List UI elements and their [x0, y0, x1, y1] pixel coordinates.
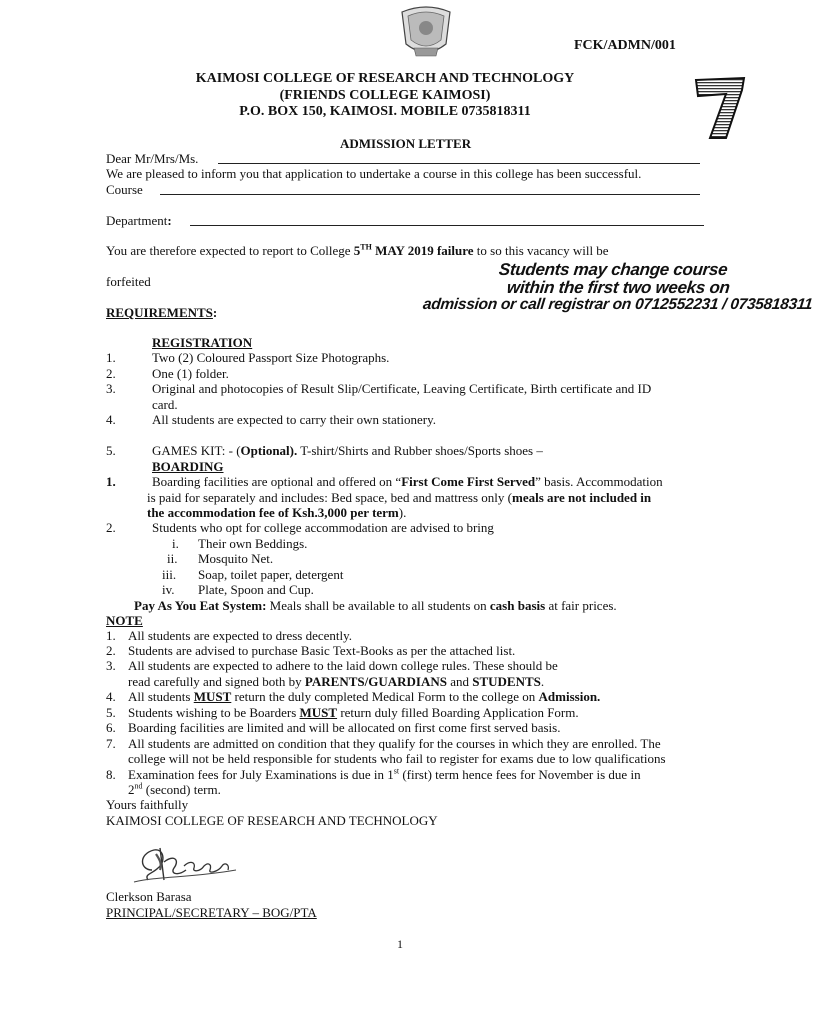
course-blank-line: [160, 194, 700, 195]
note-6: Boarding facilities are limited and will be allocated on first come first served basis.: [128, 720, 561, 735]
boarding-item-2-num: 2.: [106, 520, 116, 535]
letter-title: ADMISSION LETTER: [340, 136, 472, 151]
boarding-item-2: Students who opt for college accommodation are advised to bring: [152, 520, 494, 535]
course-change-note-line1: Students may change course: [498, 260, 729, 279]
registration-item-3: Original and photocopies of Result Slip/Certificate, Leaving Certificate, Birth certificate and ID: [152, 381, 652, 396]
note-7-num: 7.: [106, 736, 116, 751]
report-instruction: You are therefore expected to report to College 5TH MAY 2019 failure to so this vacancy will be: [106, 242, 609, 258]
boarding-item-1-num: 1.: [106, 474, 116, 489]
note-8-line2: 2nd (second) term.: [128, 781, 221, 797]
signature-icon: [130, 840, 240, 890]
bring-item-4-num: iv.: [162, 582, 175, 597]
seven-mark-icon: [690, 76, 750, 142]
crest-icon: [396, 4, 456, 62]
course-label: Course: [106, 182, 143, 197]
college-crest-logo: [396, 4, 456, 62]
note-3-line2: read carefully and signed both by PARENTS/GUARDIANS and STUDENTS.: [128, 674, 545, 689]
course-change-note-line3: admission or call registrar on 0712552231 / 0735818311: [422, 296, 813, 313]
registration-item-2: One (1) folder.: [152, 366, 229, 381]
boarding-item-1-line1: Boarding facilities are optional and offered on “First Come First Served” basis. Accommodation: [152, 474, 663, 489]
forfeited-text: forfeited: [106, 274, 151, 289]
signer-role: PRINCIPAL/SECRETARY – BOG/PTA: [106, 905, 317, 920]
department-label: Department:: [106, 213, 172, 228]
registration-item-2-num: 2.: [106, 366, 116, 381]
note-5: Students wishing to be Boarders MUST return duly filled Boarding Application Form.: [128, 705, 579, 720]
bring-item-2-num: ii.: [167, 551, 178, 566]
signature: [130, 840, 240, 890]
pay-as-you-eat: Pay As You Eat System: Meals shall be available to all students on cash basis at fair prices.: [134, 598, 617, 613]
registration-item-1: Two (2) Coloured Passport Size Photographs.: [152, 350, 390, 365]
bring-item-3: Soap, toilet paper, detergent: [198, 567, 344, 582]
name-blank-line: [218, 163, 700, 164]
bring-item-3-num: iii.: [162, 567, 177, 582]
closing-organization: KAIMOSI COLLEGE OF RESEARCH AND TECHNOLOGY: [106, 813, 438, 828]
note-3-num: 3.: [106, 658, 116, 673]
games-kit-text: GAMES KIT: - (Optional). T-shirt/Shirts and Rubber shoes/Sports shoes –: [152, 443, 543, 458]
requirements-heading: REQUIREMENTS:: [106, 305, 218, 320]
note-2: Students are advised to purchase Basic Text-Books as per the attached list.: [128, 643, 516, 658]
registration-item-4: All students are expected to carry their own stationery.: [152, 412, 436, 427]
salutation-label: Dear Mr/Mrs/Ms.: [106, 151, 199, 166]
handwritten-seven-mark: [690, 76, 750, 142]
registration-heading: REGISTRATION: [152, 335, 253, 350]
registration-item-1-num: 1.: [106, 350, 116, 365]
registration-item-4-num: 4.: [106, 412, 116, 427]
boarding-item-1-line2: is paid for separately and includes: Bed space, bed and mattress only (meals are not included in: [147, 490, 652, 505]
note-1: All students are expected to dress decently.: [128, 628, 353, 643]
games-kit-num: 5.: [106, 443, 116, 458]
note-3-line1: All students are expected to adhere to the laid down college rules. These should be: [128, 658, 558, 673]
college-name: KAIMOSI COLLEGE OF RESEARCH AND TECHNOLOGY: [195, 71, 575, 86]
page-number: 1: [397, 937, 403, 951]
department-blank-line: [190, 225, 704, 226]
boarding-item-1-line3: the accommodation fee of Ksh.3,000 per term).: [147, 505, 407, 520]
bring-item-4: Plate, Spoon and Cup.: [198, 582, 314, 597]
college-alt-name: (FRIENDS COLLEGE KAIMOSI): [279, 88, 491, 103]
note-1-num: 1.: [106, 628, 116, 643]
bring-item-1: Their own Beddings.: [198, 536, 308, 551]
college-address: P.O. BOX 150, KAIMOSI. MOBILE 0735818311: [239, 104, 531, 119]
signer-name: Clerkson Barasa: [106, 889, 192, 904]
course-change-note-line2: within the first two weeks on: [506, 278, 731, 297]
intro-text: We are pleased to inform you that application to undertake a course in this college has been successful.: [106, 166, 642, 181]
note-heading: NOTE: [106, 613, 143, 628]
registration-item-3-cont: card.: [152, 397, 178, 412]
boarding-heading: BOARDING: [152, 459, 224, 474]
closing-yours-faithfully: Yours faithfully: [106, 797, 189, 812]
bring-item-2: Mosquito Net.: [198, 551, 274, 566]
note-7-line1: All students are admitted on condition that they qualify for the courses in which they are enrolled. The: [128, 736, 661, 751]
note-6-num: 6.: [106, 720, 116, 735]
reference-code: FCK/ADMN/001: [574, 38, 676, 53]
note-8-line1: Examination fees for July Examinations is due in 1st (first) term hence fees for November is due in: [128, 766, 641, 782]
registration-item-3-num: 3.: [106, 381, 116, 396]
note-4: All students MUST return the duly completed Medical Form to the college on Admission.: [128, 689, 601, 704]
note-7-line2: college will not be held responsible for students who fail to register for exams due to low qualifications: [128, 751, 666, 766]
note-4-num: 4.: [106, 689, 116, 704]
bring-item-1-num: i.: [172, 536, 179, 551]
note-2-num: 2.: [106, 643, 116, 658]
note-8-num: 8.: [106, 767, 116, 782]
note-5-num: 5.: [106, 705, 116, 720]
